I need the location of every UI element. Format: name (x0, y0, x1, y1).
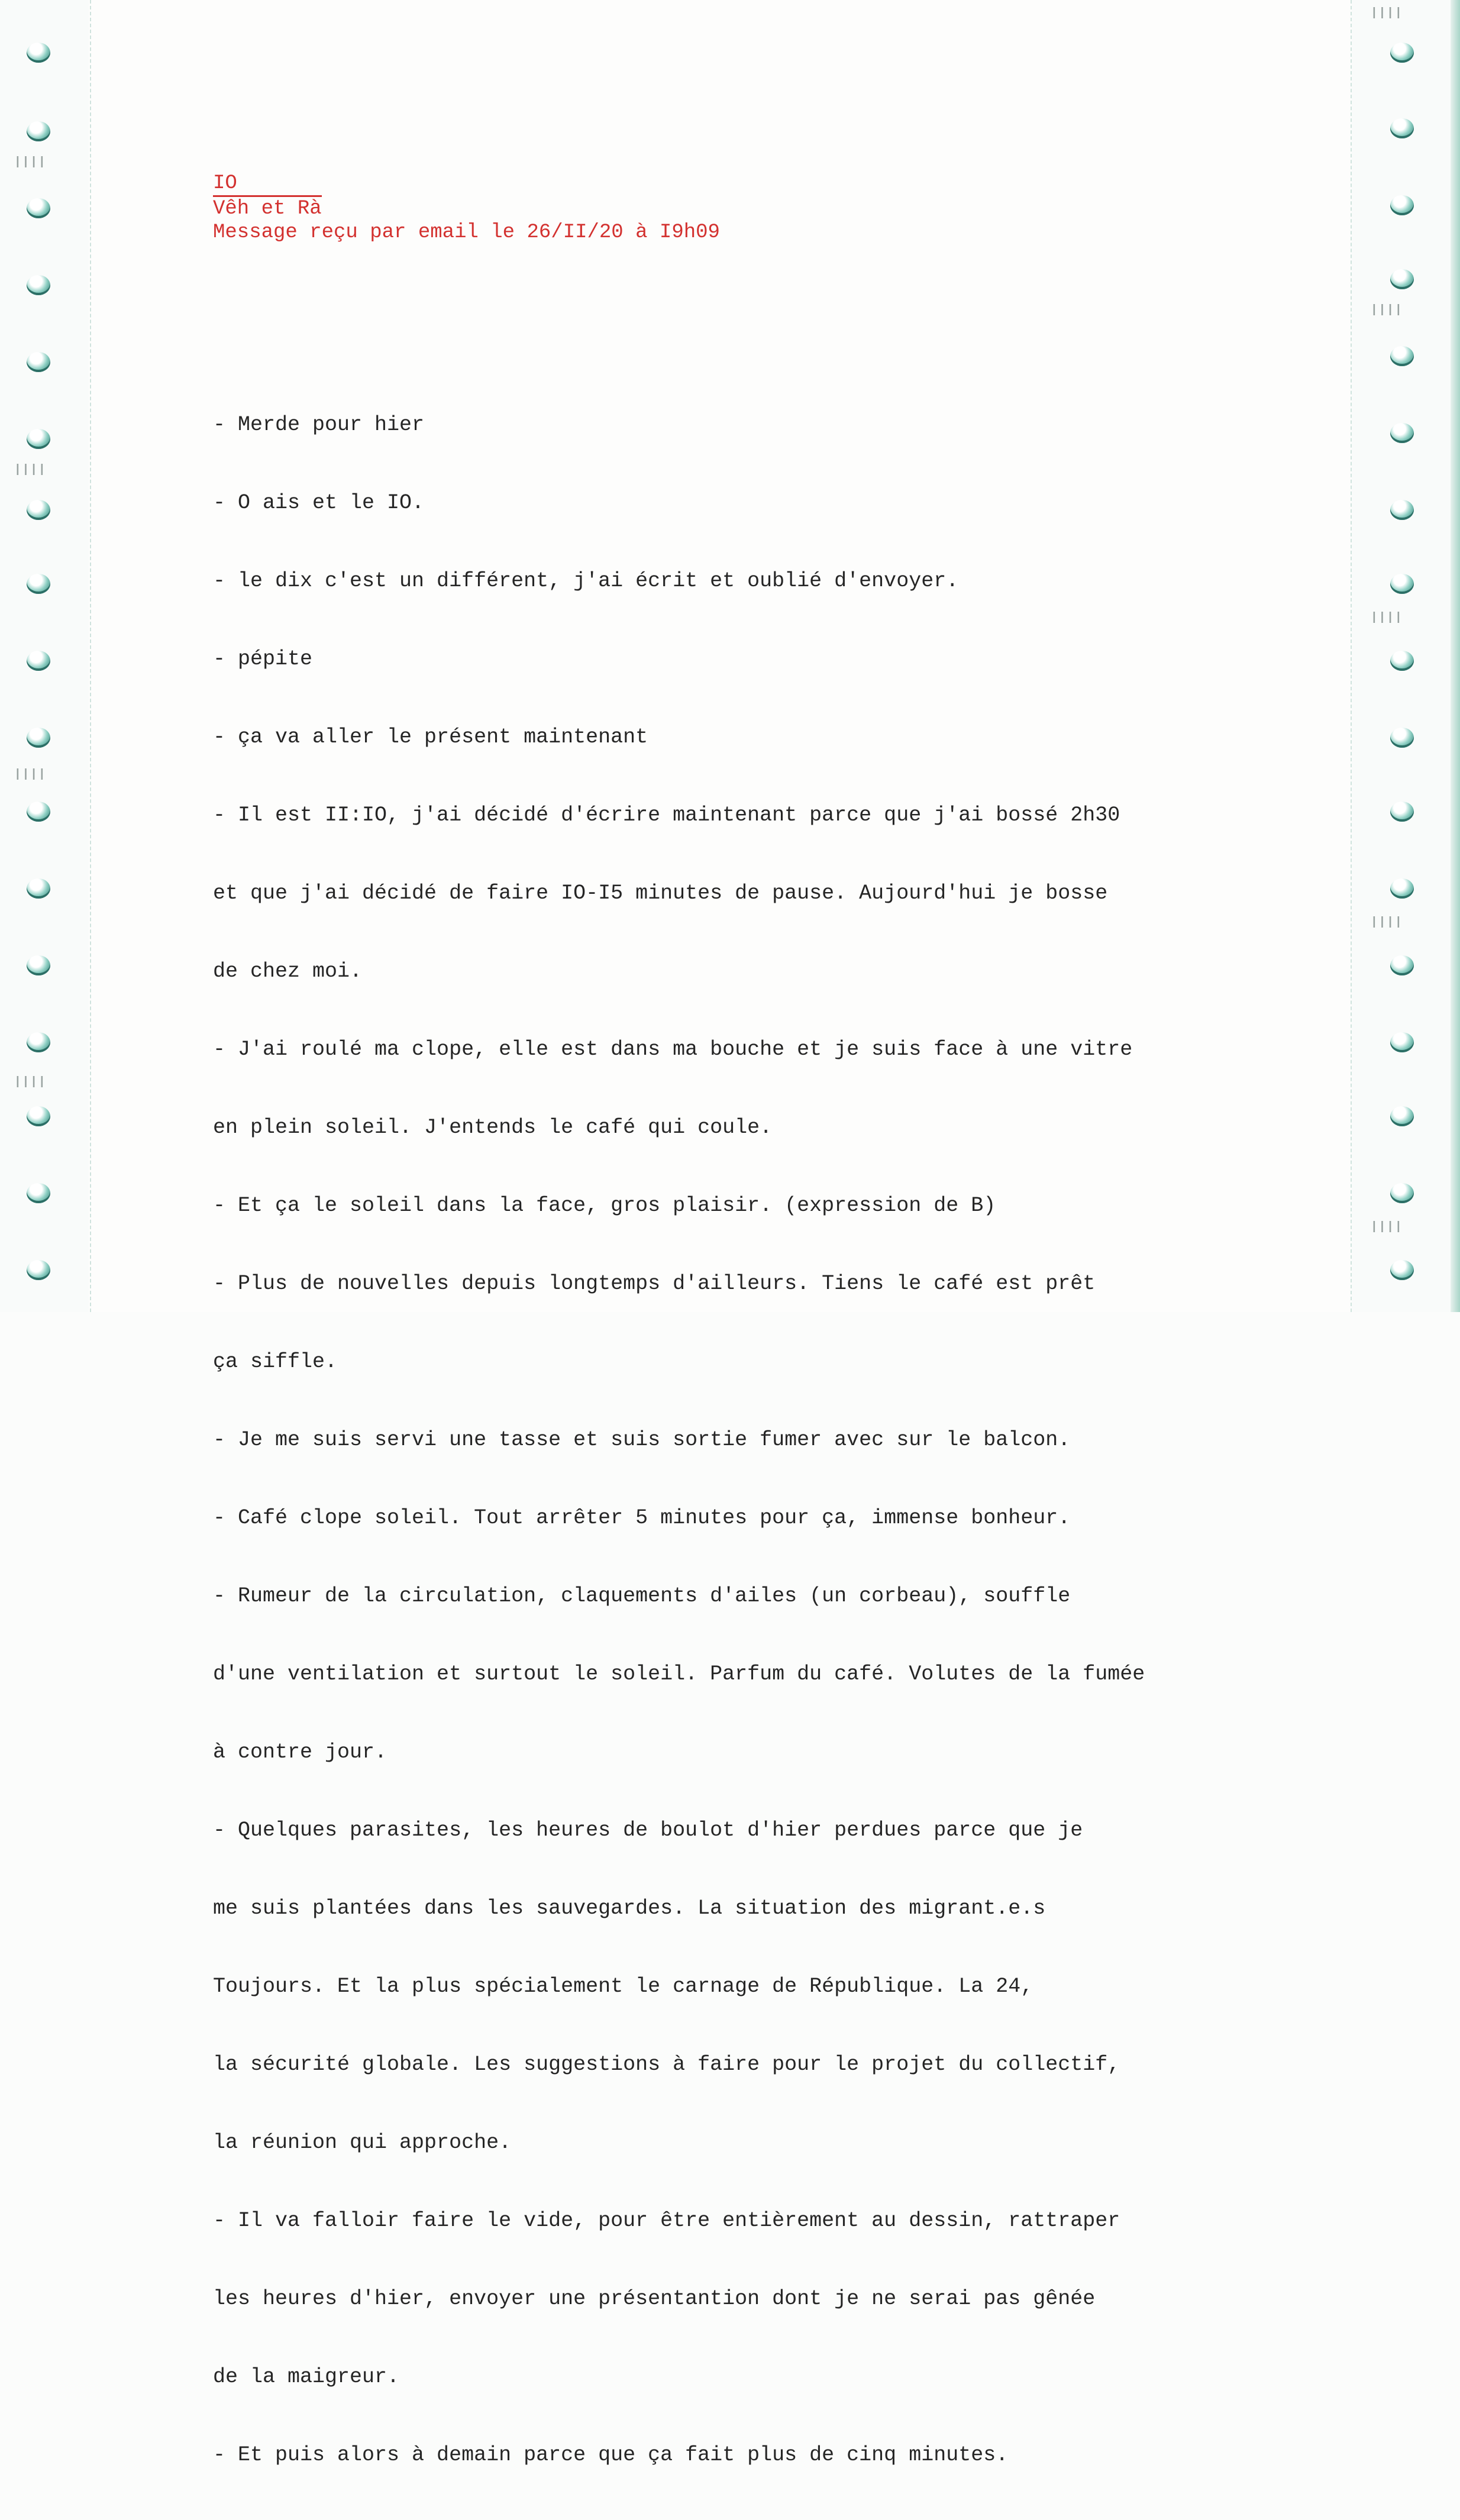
sprocket-hole-icon (1390, 118, 1414, 138)
message-line: - Il est II:IO, j'ai décidé d'écrire maintenant parce que j'ai bossé 2h30 (213, 803, 1120, 827)
message-line: en plein soleil. J'entends le café qui coule. (213, 1116, 773, 1139)
message-line: - Et puis alors à demain parce que ça fait plus de cinq minutes. (213, 2443, 1009, 2467)
perforation-ticks-icon: ǀǀǀǀ (1369, 302, 1402, 319)
message-line: - pépite (213, 647, 313, 671)
sprocket-hole-icon (1390, 346, 1414, 366)
sprocket-hole-icon (27, 352, 50, 372)
perforation-ticks-icon: ǀǀǀǀ (1369, 1219, 1402, 1236)
sprocket-hole-icon (27, 802, 50, 822)
sprocket-hole-icon (1390, 423, 1414, 443)
document-number-row (213, 172, 1219, 195)
message-line: - Merde pour hier (213, 413, 425, 437)
paper-edge-right (1451, 0, 1460, 1312)
message-line: - Café clope soleil. Tout arrêter 5 minutes pour ça, immense bonheur. (213, 1506, 1071, 1530)
sprocket-hole-icon (27, 1032, 50, 1052)
document-title-row (213, 195, 1219, 221)
message-line: - Et ça le soleil dans la face, gros plaisir. (expression de B) (213, 1194, 996, 1217)
received-line: Message reçu par email le 26/II/20 à I9h09 (213, 221, 720, 244)
perforation-ticks-icon: ǀǀǀǀ (1369, 5, 1402, 22)
message-line: me suis plantées dans les sauvegardes. La situation des migrant.e.s (213, 1897, 1046, 1920)
sprocket-hole-icon (27, 651, 50, 671)
sprocket-hole-icon (27, 198, 50, 218)
message-line: - Quelques parasites, les heures de boulot d'hier perdues parce que je (213, 1818, 1083, 1842)
message-line: - Rumeur de la circulation, claquements d'ailes (un corbeau), souffle (213, 1584, 1071, 1608)
message-line: la réunion qui approche. (213, 2131, 512, 2154)
message-line: - J'ai roulé ma clope, elle est dans ma bouche et je suis face à une vitre (213, 1038, 1133, 1061)
sprocket-hole-icon (1390, 1260, 1414, 1280)
sprocket-hole-icon (27, 500, 50, 520)
document-header (213, 172, 1219, 244)
message-line: à contre jour. (213, 1740, 387, 1764)
message-line: la sécurité globale. Les suggestions à faire pour le projet du collectif, (213, 2053, 1120, 2076)
message-body (213, 360, 1219, 2520)
perforation-ticks-icon: ǀǀǀǀ (13, 154, 46, 172)
message-line: - le dix c'est un différent, j'ai écrit et oublié d'envoyer. (213, 569, 959, 593)
sprocket-hole-icon (1390, 651, 1414, 671)
sprocket-hole-icon (27, 1260, 50, 1280)
sprocket-hole-icon (27, 1106, 50, 1126)
sprocket-hole-icon (1390, 195, 1414, 215)
typed-text-area (213, 172, 1219, 2520)
perforation-ticks-icon: ǀǀǀǀ (13, 461, 46, 479)
sprocket-hole-icon (27, 275, 50, 295)
message-line: - Il va falloir faire le vide, pour être entièrement au dessin, rattraper (213, 2209, 1120, 2233)
perforation-ticks-icon: ǀǀǀǀ (1369, 914, 1402, 932)
message-line: Toujours. Et la plus spécialement le carnage de République. La 24, (213, 1975, 1033, 1998)
message-line: d'une ventilation et surtout le soleil. Parfum du café. Volutes de la fumée (213, 1662, 1145, 1686)
sprocket-hole-icon (1390, 1032, 1414, 1052)
message-line: - O ais et le IO. (213, 491, 425, 515)
sprocket-hole-icon (1390, 43, 1414, 63)
message-line: ça siffle. (213, 1350, 338, 1374)
sprocket-hole-icon (1390, 878, 1414, 899)
sprocket-hole-icon (1390, 500, 1414, 520)
message-line: - Je me suis servi une tasse et suis sortie fumer avec sur le balcon. (213, 1428, 1071, 1452)
document-title: Vêh et Rà (213, 195, 322, 221)
sprocket-hole-icon (1390, 269, 1414, 289)
message-line: - Plus de nouvelles depuis longtemps d'ailleurs. Tiens le café est prêt (213, 1272, 1096, 1295)
sprocket-hole-icon (27, 43, 50, 63)
sprocket-hole-icon (27, 1183, 50, 1203)
perforation-ticks-icon: ǀǀǀǀ (13, 1074, 46, 1091)
sprocket-hole-icon (1390, 1183, 1414, 1203)
sprocket-hole-icon (27, 878, 50, 899)
perforation-ticks-icon: ǀǀǀǀ (13, 766, 46, 784)
sprocket-hole-icon (27, 728, 50, 748)
message-line: - ça va aller le présent maintenant (213, 725, 648, 749)
message-line: les heures d'hier, envoyer une présentantion dont je ne serai pas gênée (213, 2287, 1096, 2311)
message-line: de la maigreur. (213, 2365, 400, 2389)
sprocket-hole-icon (27, 955, 50, 975)
sprocket-hole-icon (27, 121, 50, 141)
sprocket-hole-icon (1390, 1106, 1414, 1126)
tear-line-left (90, 0, 91, 1312)
document-number: IO (213, 172, 237, 195)
sprocket-hole-icon (1390, 574, 1414, 594)
sprocket-hole-icon (1390, 955, 1414, 975)
sprocket-hole-icon (27, 429, 50, 449)
perforation-ticks-icon: ǀǀǀǀ (1369, 609, 1402, 627)
sprocket-hole-icon (1390, 802, 1414, 822)
message-line: de chez moi. (213, 959, 363, 983)
sprocket-hole-icon (27, 574, 50, 594)
sprocket-hole-icon (1390, 728, 1414, 748)
tear-line-right (1351, 0, 1352, 1312)
message-line: et que j'ai décidé de faire IO-I5 minutes de pause. Aujourd'hui je bosse (213, 881, 1108, 905)
